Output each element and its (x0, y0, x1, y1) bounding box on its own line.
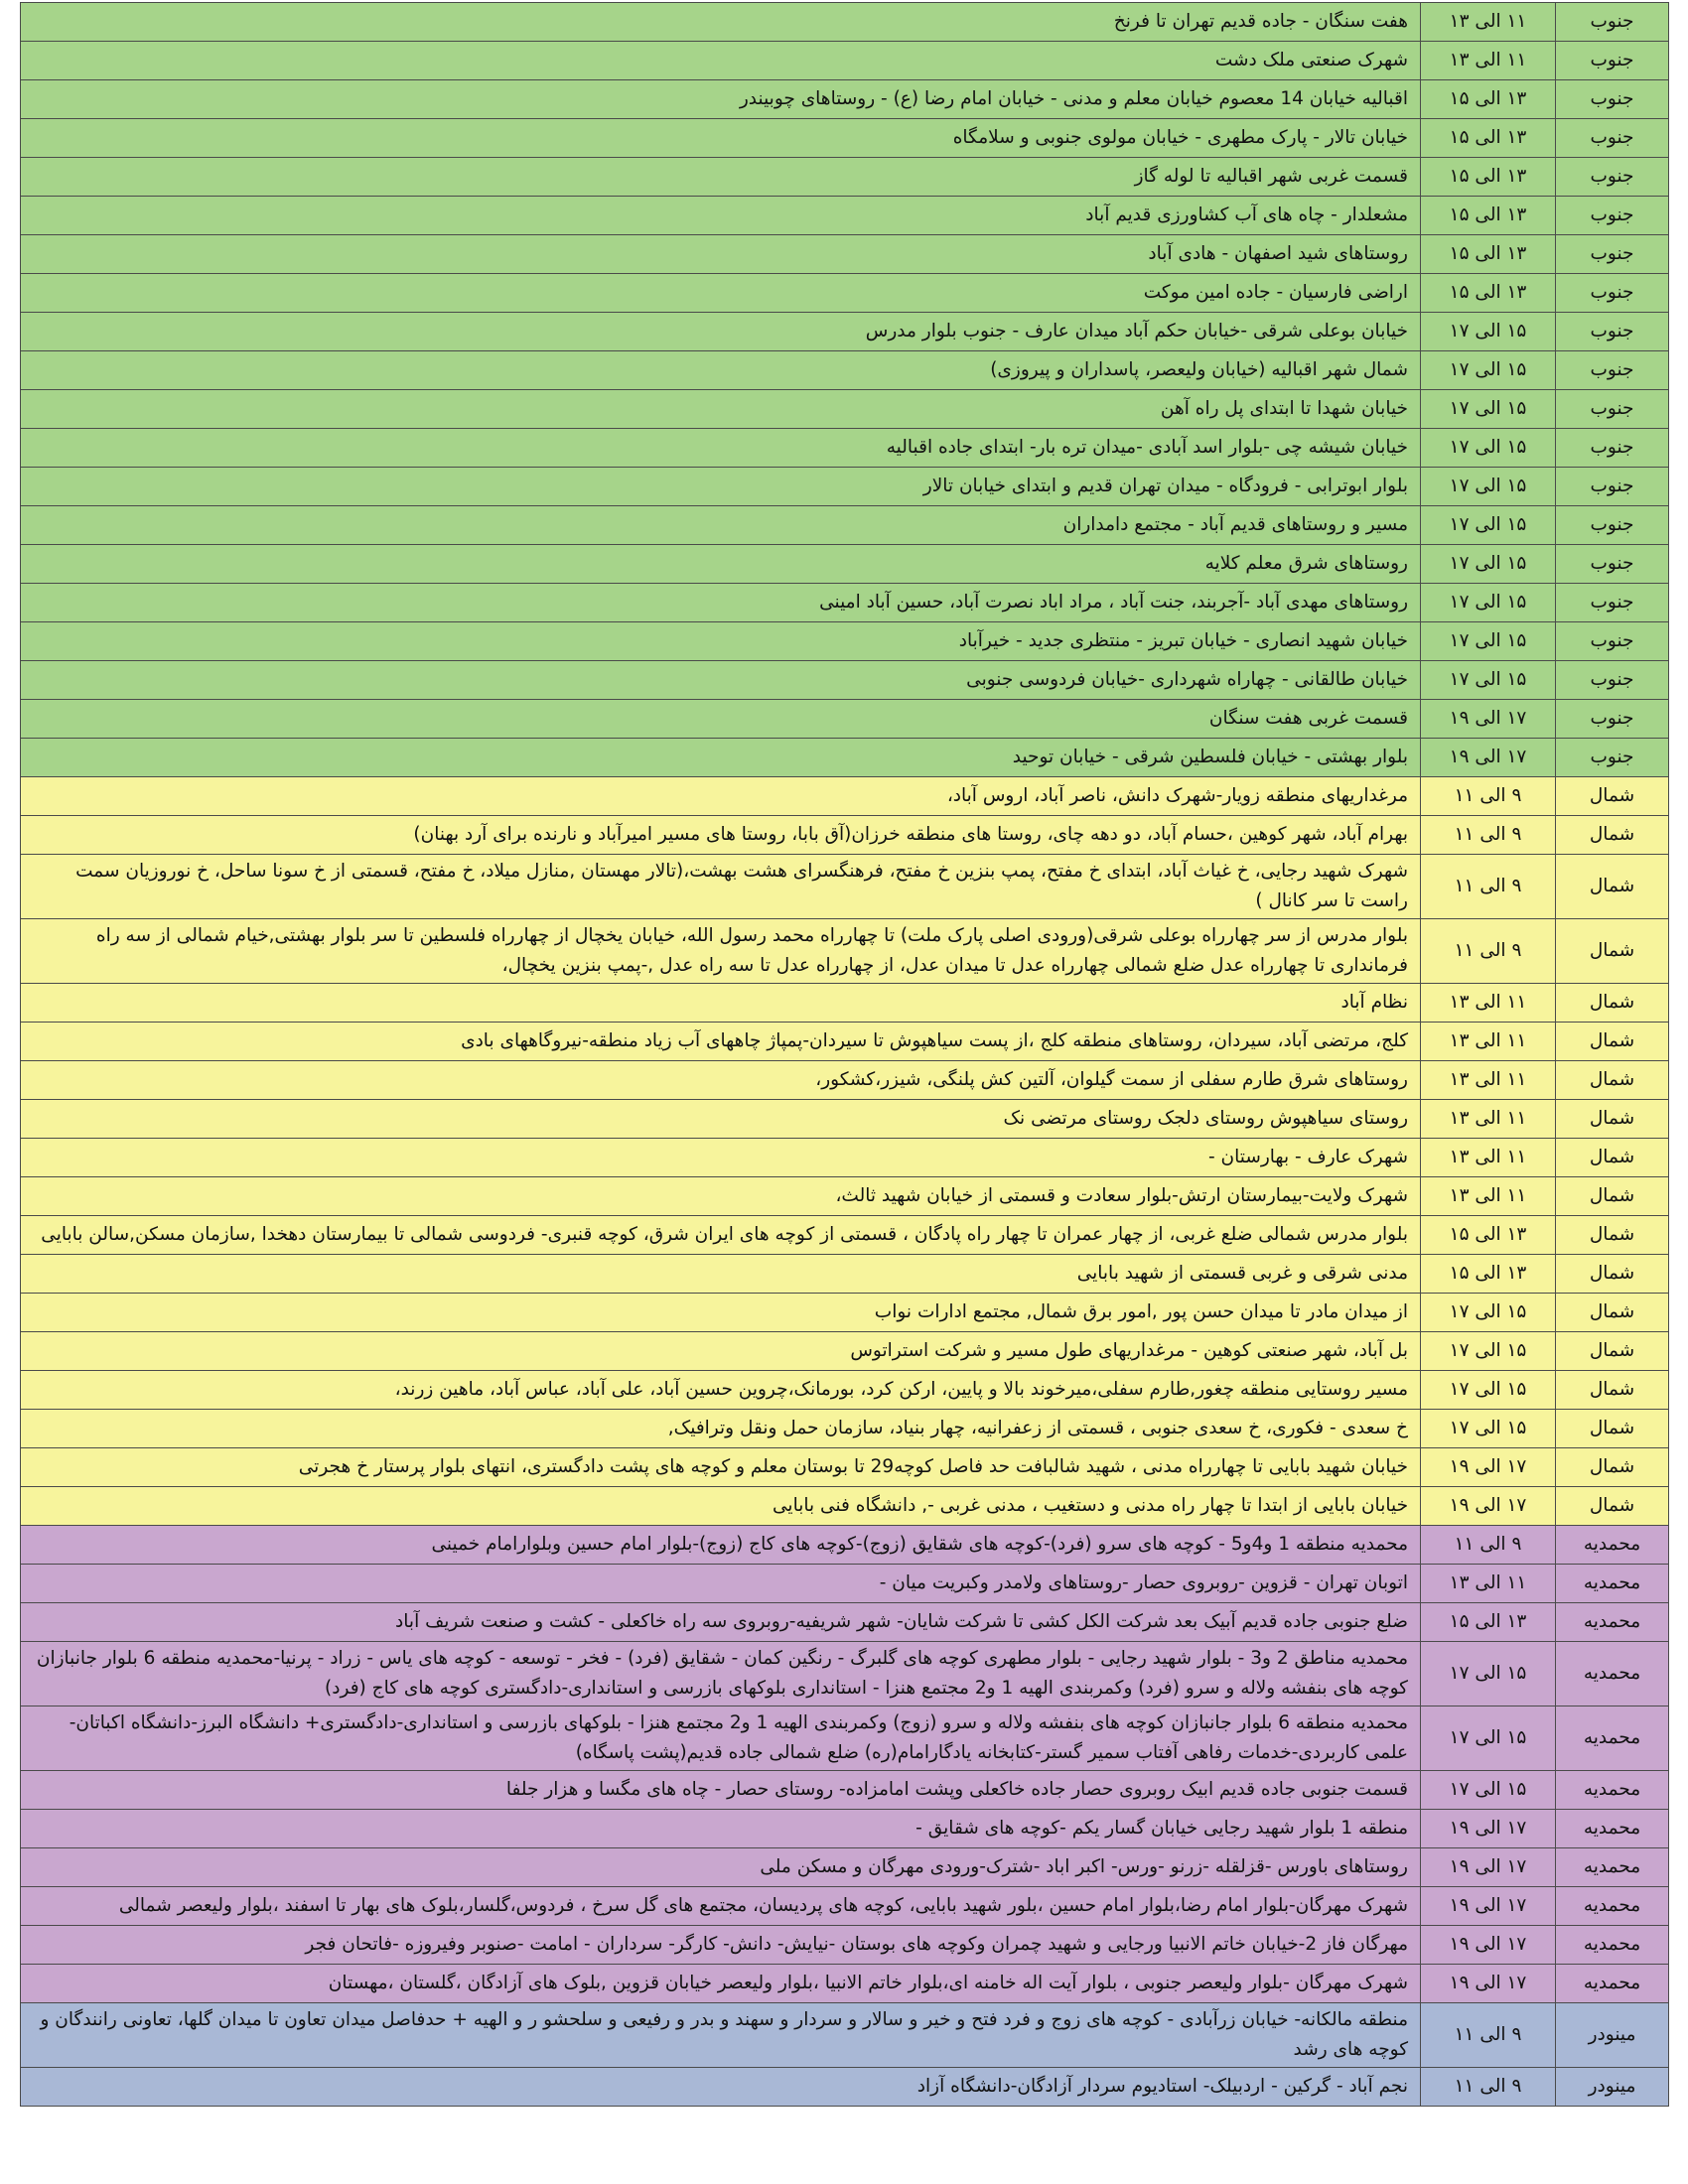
time-cell: ۱۳ الی ۱۵ (1421, 274, 1556, 313)
areas-cell: بلوار بهشتی - خیابان فلسطین شرقی - خیابان توحید (21, 739, 1421, 777)
table-row (21, 1255, 1669, 1294)
areas-cell: نجم آباد - گرکین - اردبیلک- استادیوم سردار آزادگان-دانشگاه آزاد (21, 2068, 1421, 2107)
region-cell: محمدیه (1556, 1565, 1669, 1603)
table-row (21, 1487, 1669, 1526)
region-cell: جنوب (1556, 119, 1669, 158)
time-cell: ۱۷ الی ۱۹ (1421, 1887, 1556, 1926)
time-cell: ۱۷ الی ۱۹ (1421, 1965, 1556, 2003)
areas-cell: روستاهای شید اصفهان - هادی آباد (21, 235, 1421, 274)
time-cell: ۱۳ الی ۱۵ (1421, 119, 1556, 158)
table-row (21, 1410, 1669, 1448)
table-row (21, 468, 1669, 506)
table-row (21, 622, 1669, 661)
time-cell: ۱۵ الی ۱۷ (1421, 545, 1556, 584)
region-cell: محمدیه (1556, 1810, 1669, 1848)
region-cell: شمال (1556, 1177, 1669, 1216)
region-cell: محمدیه (1556, 1526, 1669, 1565)
time-cell: ۱۱ الی ۱۳ (1421, 1139, 1556, 1177)
time-cell: ۱۵ الی ۱۷ (1421, 468, 1556, 506)
areas-cell: هفت سنگان - جاده قدیم تهران تا فرنخ (21, 3, 1421, 42)
region-cell: جنوب (1556, 158, 1669, 197)
table-row (21, 1887, 1669, 1926)
areas-cell: کلج، مرتضی آباد، سیردان، روستاهای منطقه کلج ،از پست سیاهپوش تا سیردان-پمپاژ چاههای آب زیاد منطقه-نیروگاههای بادی (21, 1023, 1421, 1061)
table-row (21, 1965, 1669, 2003)
table-row (21, 351, 1669, 390)
table-row (21, 816, 1669, 855)
areas-cell: خیابان بابایی از ابتدا تا چهار راه مدنی و دستغیب ، مدنی غربی -, دانشگاه فنی بابایی (21, 1487, 1421, 1526)
table-row (21, 506, 1669, 545)
region-cell: جنوب (1556, 622, 1669, 661)
table-row (21, 855, 1669, 919)
areas-cell: قسمت غربی شهر اقبالیه تا لوله گاز (21, 158, 1421, 197)
time-cell: ۱۵ الی ۱۷ (1421, 1771, 1556, 1810)
table-row (21, 2068, 1669, 2107)
region-cell: شمال (1556, 1332, 1669, 1371)
region-cell: شمال (1556, 816, 1669, 855)
table-row (21, 1371, 1669, 1410)
table-row (21, 1810, 1669, 1848)
table-row (21, 1526, 1669, 1565)
region-cell: محمدیه (1556, 1771, 1669, 1810)
areas-cell: روستای سیاهپوش روستای دلجک روستای مرتضی نک (21, 1100, 1421, 1139)
table-row (21, 313, 1669, 351)
time-cell: ۱۱ الی ۱۳ (1421, 3, 1556, 42)
areas-cell: قسمت غربی هفت سنگان (21, 700, 1421, 739)
areas-cell: مشعلدار - چاه های آب کشاورزی قدیم آباد (21, 197, 1421, 235)
table-row (21, 2003, 1669, 2068)
areas-cell: محمدیه منطقه 1 و4و5 - کوچه های سرو (فرد)-کوچه های شقایق (زوج)-کوچه های کاج (زوج)-بلوار امام حسین وبلوارامام خمینی (21, 1526, 1421, 1565)
areas-cell: قسمت جنوبی جاده قدیم ابیک روبروی حصار جاده خاکعلی وپشت امامزاده- روستای حصار - چاه های مگسا و هزار جلفا (21, 1771, 1421, 1810)
table-row (21, 1332, 1669, 1371)
outage-schedule-table (20, 2, 1669, 2107)
table-row (21, 158, 1669, 197)
region-cell: جنوب (1556, 197, 1669, 235)
areas-cell: محمدیه منطقه 6 بلوار جانبازان کوچه های بنفشه ولاله و سرو (زوج) وکمربندی الهیه 1 و2 مجتمع هنزا - بلوکهای بازرسی و استانداری-دادگستری+ دانشگاه البرز-دانشگاه اکباتان-علمی کاربردی-خدمات رفاهی آفتاب سمیر گستر-کتابخانه یادگارامام(ره) ضلع شمالی جاده قدیم(پشت پاسگاه) (21, 1706, 1421, 1771)
region-cell: جنوب (1556, 545, 1669, 584)
table-row (21, 197, 1669, 235)
time-cell: ۱۳ الی ۱۵ (1421, 1216, 1556, 1255)
time-cell: ۱۵ الی ۱۷ (1421, 1706, 1556, 1771)
time-cell: ۹ الی ۱۱ (1421, 2068, 1556, 2107)
areas-cell: اراضی فارسیان - جاده امین موکت (21, 274, 1421, 313)
areas-cell: شمال شهر اقبالیه (خیابان ولیعصر، پاسداران و پیروزی) (21, 351, 1421, 390)
region-cell: شمال (1556, 777, 1669, 816)
areas-cell: ضلع جنوبی جاده قدیم آبیک بعد شرکت الکل کشی تا شرکت شایان- شهر شریفیه-روبروی سه راه خاکعلی - کشت و صنعت شریف آباد (21, 1603, 1421, 1642)
region-cell: محمدیه (1556, 1706, 1669, 1771)
areas-cell: شهرک ولایت-بیمارستان ارتش-بلوار سعادت و قسمتی از خیابان شهید ثالث، (21, 1177, 1421, 1216)
region-cell: جنوب (1556, 3, 1669, 42)
areas-cell: خ سعدی - فکوری، خ سعدی جنوبی ، قسمتی از زعفرانیه، چهار بنیاد، سازمان حمل ونقل وترافیک, (21, 1410, 1421, 1448)
region-cell: جنوب (1556, 700, 1669, 739)
areas-cell: خیابان شهید بابایی تا چهارراه مدنی ، شهید شالبافت حد فاصل کوچه29 تا بوستان معلم و کوچه های پشت دادگستری، انتهای بلوار پرستار خ هجرتی (21, 1448, 1421, 1487)
table-row (21, 1848, 1669, 1887)
time-cell: ۱۵ الی ۱۷ (1421, 1332, 1556, 1371)
areas-cell: شهرک مهرگان -بلوار ولیعصر جنوبی ، بلوار آیت اله خامنه ای،بلوار خاتم الانبیا ،بلوار ولیعصر خیابان قزوین ,بلوک های آزادگان ،گلستان ،مهستان (21, 1965, 1421, 2003)
time-cell: ۱۷ الی ۱۹ (1421, 1487, 1556, 1526)
table-row (21, 3, 1669, 42)
region-cell: محمدیه (1556, 1887, 1669, 1926)
areas-cell: خیابان شیشه چی -بلوار اسد آبادی -میدان تره بار- ابتدای جاده اقبالیه (21, 429, 1421, 468)
time-cell: ۱۱ الی ۱۳ (1421, 1061, 1556, 1100)
table-row (21, 1061, 1669, 1100)
time-cell: ۱۷ الی ۱۹ (1421, 1448, 1556, 1487)
time-cell: ۱۱ الی ۱۳ (1421, 984, 1556, 1023)
table-row (21, 1023, 1669, 1061)
region-cell: جنوب (1556, 80, 1669, 119)
areas-cell: خیابان تالار - پارک مطهری - خیابان مولوی جنوبی و سلامگاه (21, 119, 1421, 158)
region-cell: شمال (1556, 1061, 1669, 1100)
table-row (21, 1100, 1669, 1139)
region-cell: جنوب (1556, 584, 1669, 622)
region-cell: جنوب (1556, 351, 1669, 390)
table-row (21, 1771, 1669, 1810)
areas-cell: شهرک شهید رجایی، خ غیاث آباد، ابتدای خ مفتح، پمپ بنزین خ مفتح، فرهنگسرای هشت بهشت،(تالار مهستان ,منازل میلاد، خ مفتح، قسمتی از خ سونا ساحل، خ نوروزیان سمت راست تا سر کانال ) (21, 855, 1421, 919)
region-cell: محمدیه (1556, 1926, 1669, 1965)
time-cell: ۱۷ الی ۱۹ (1421, 1848, 1556, 1887)
region-cell: جنوب (1556, 313, 1669, 351)
region-cell: شمال (1556, 1255, 1669, 1294)
areas-cell: خیابان شهید انصاری - خیابان تبریز - منتظری جدید - خیرآباد (21, 622, 1421, 661)
areas-cell: روستاهای مهدی آباد -آجربند، جنت آباد ، مراد اباد نصرت آباد، حسین آباد امینی (21, 584, 1421, 622)
time-cell: ۱۵ الی ۱۷ (1421, 584, 1556, 622)
areas-cell: مدنی شرقی و غربی قسمتی از شهید بابایی (21, 1255, 1421, 1294)
time-cell: ۹ الی ۱۱ (1421, 919, 1556, 984)
areas-cell: منطقه 1 بلوار شهید رجایی خیابان گسار یکم -کوچه های شقایق - (21, 1810, 1421, 1848)
time-cell: ۱۱ الی ۱۳ (1421, 1565, 1556, 1603)
table-row (21, 984, 1669, 1023)
region-cell: شمال (1556, 1139, 1669, 1177)
areas-cell: بلوار ابوترابی - فرودگاه - میدان تهران قدیم و ابتدای خیابان تالار (21, 468, 1421, 506)
region-cell: محمدیه (1556, 1603, 1669, 1642)
areas-cell: مهرگان فاز 2-خیابان خاتم الانبیا ورجایی و شهید چمران وکوچه های بوستان -نیایش- دانش- کارگر- سرداران - امامت -صنوبر وفیروزه -فاتحان فجر (21, 1926, 1421, 1965)
time-cell: ۱۳ الی ۱۵ (1421, 197, 1556, 235)
region-cell: مینودر (1556, 2003, 1669, 2068)
table-row (21, 80, 1669, 119)
region-cell: شمال (1556, 1410, 1669, 1448)
time-cell: ۱۳ الی ۱۵ (1421, 1255, 1556, 1294)
region-cell: جنوب (1556, 661, 1669, 700)
region-cell: شمال (1556, 1294, 1669, 1332)
table-row (21, 235, 1669, 274)
table-row (21, 1565, 1669, 1603)
table-row (21, 1642, 1669, 1706)
table-row (21, 584, 1669, 622)
region-cell: جنوب (1556, 235, 1669, 274)
region-cell: محمدیه (1556, 1642, 1669, 1706)
region-cell: جنوب (1556, 429, 1669, 468)
areas-cell: شهرک صنعتی ملک دشت (21, 42, 1421, 80)
table-row (21, 1177, 1669, 1216)
time-cell: ۱۷ الی ۱۹ (1421, 1926, 1556, 1965)
table-row (21, 274, 1669, 313)
region-cell: شمال (1556, 1216, 1669, 1255)
table-row (21, 429, 1669, 468)
table-row (21, 1139, 1669, 1177)
areas-cell: خیابان بوعلی شرقی -خیابان حکم آباد میدان عارف - جنوب بلوار مدرس (21, 313, 1421, 351)
table-row (21, 919, 1669, 984)
areas-cell: خیابان شهدا تا ابتدای پل راه آهن (21, 390, 1421, 429)
areas-cell: شهرک عارف - بهارستان - (21, 1139, 1421, 1177)
region-cell: جنوب (1556, 468, 1669, 506)
areas-cell: نظام آباد (21, 984, 1421, 1023)
time-cell: ۹ الی ۱۱ (1421, 777, 1556, 816)
time-cell: ۱۱ الی ۱۳ (1421, 42, 1556, 80)
table-row (21, 1603, 1669, 1642)
region-cell: جنوب (1556, 739, 1669, 777)
areas-cell: بهرام آباد، شهر کوهین ،حسام آباد، دو دهه چای، روستا های منطقه خرزان(آق بابا، روستا های مسیر امیرآباد و نارنده برای آرد بهنان) (21, 816, 1421, 855)
region-cell: شمال (1556, 919, 1669, 984)
time-cell: ۱۵ الی ۱۷ (1421, 351, 1556, 390)
table-row (21, 661, 1669, 700)
time-cell: ۱۷ الی ۱۹ (1421, 1810, 1556, 1848)
areas-cell: مرغداریهای منطقه زویار-شهرک دانش، ناصر آباد، اروس آباد، (21, 777, 1421, 816)
time-cell: ۱۳ الی ۱۵ (1421, 235, 1556, 274)
areas-cell: بل آباد، شهر صنعتی کوهین - مرغداریهای طول مسیر و شرکت استراتوس (21, 1332, 1421, 1371)
table-row (21, 700, 1669, 739)
table-row (21, 1706, 1669, 1771)
region-cell: شمال (1556, 1448, 1669, 1487)
table-row (21, 1216, 1669, 1255)
region-cell: شمال (1556, 1487, 1669, 1526)
time-cell: ۱۳ الی ۱۵ (1421, 1603, 1556, 1642)
time-cell: ۹ الی ۱۱ (1421, 2003, 1556, 2068)
time-cell: ۱۵ الی ۱۷ (1421, 661, 1556, 700)
region-cell: شمال (1556, 1100, 1669, 1139)
areas-cell: روستاهای باورس -قزلقله -زرنو -ورس- اکبر اباد -شترک-ورودی مهرگان و مسکن ملی (21, 1848, 1421, 1887)
table-row (21, 1448, 1669, 1487)
time-cell: ۱۵ الی ۱۷ (1421, 506, 1556, 545)
region-cell: شمال (1556, 1371, 1669, 1410)
areas-cell: روستاهای شرق معلم کلایه (21, 545, 1421, 584)
areas-cell: مسیر و روستاهای قدیم آباد - مجتمع دامداران (21, 506, 1421, 545)
region-cell: محمدیه (1556, 1965, 1669, 2003)
areas-cell: بلوار مدرس شمالی ضلع غربی، از چهار عمران تا چهار راه پادگان ، قسمتی از کوچه های ایران شرق، کوچه قنبری- فردوسی شمالی تا بیمارستان دهخدا ,سازمان مسکن,سالن بابایی (21, 1216, 1421, 1255)
areas-cell: منطقه مالکانه- خیابان زرآبادی - کوچه های زوج و فرد فتح و خیر و سالار و سردار و سهند و بدر و رفیعی و سلحشو ر و الهیه + حدفاصل میدان تعاون تا میدان گلها، تعاونی رانندگان و کوچه های رشد (21, 2003, 1421, 2068)
time-cell: ۱۵ الی ۱۷ (1421, 390, 1556, 429)
region-cell: شمال (1556, 984, 1669, 1023)
areas-cell: مسیر روستایی منطقه چغور,طارم سفلی،میرخوند بالا و پایین، ارکن کرد، بورمانک،چروین حسین آباد، علی آباد، عباس آباد، ماهین زرند، (21, 1371, 1421, 1410)
time-cell: ۱۱ الی ۱۳ (1421, 1023, 1556, 1061)
region-cell: جنوب (1556, 42, 1669, 80)
time-cell: ۱۱ الی ۱۳ (1421, 1100, 1556, 1139)
region-cell: جنوب (1556, 506, 1669, 545)
table-row (21, 545, 1669, 584)
region-cell: مینودر (1556, 2068, 1669, 2107)
time-cell: ۱۱ الی ۱۳ (1421, 1177, 1556, 1216)
areas-cell: روستاهای شرق طارم سفلی از سمت گیلوان، آلتین کش پلنگی، شیزر،کشکور، (21, 1061, 1421, 1100)
time-cell: ۱۷ الی ۱۹ (1421, 700, 1556, 739)
areas-cell: اتوبان تهران - قزوین -روبروی حصار -روستاهای ولامدر وکبریت میان - (21, 1565, 1421, 1603)
table-row (21, 42, 1669, 80)
time-cell: ۱۳ الی ۱۵ (1421, 80, 1556, 119)
schedule-body (21, 3, 1669, 2107)
region-cell: جنوب (1556, 274, 1669, 313)
areas-cell: اقبالیه خیابان 14 معصوم خیابان معلم و مدنی - خیابان امام رضا (ع) - روستاهای چوبیندر (21, 80, 1421, 119)
time-cell: ۱۵ الی ۱۷ (1421, 622, 1556, 661)
time-cell: ۱۵ الی ۱۷ (1421, 1642, 1556, 1706)
table-row (21, 739, 1669, 777)
time-cell: ۱۷ الی ۱۹ (1421, 739, 1556, 777)
table-row (21, 777, 1669, 816)
areas-cell: خیابان طالقانی - چهاراه شهرداری -خیابان فردوسی جنوبی (21, 661, 1421, 700)
table-row (21, 1926, 1669, 1965)
region-cell: شمال (1556, 1023, 1669, 1061)
table-row (21, 119, 1669, 158)
areas-cell: بلوار مدرس از سر چهارراه بوعلی شرقی(ورودی اصلی پارک ملت) تا چهارراه محمد رسول الله، خیابان یخچال از چهارراه فلسطین تا سر بلوار بهشتی,خیام شمالی از سه راه فرمانداری تا چهارراه عدل ضلع شمالی چهارراه عدل تا میدان عدل، از چهارراه عدل تا سه راه عدل ,-پمپ بنزین یخچال، (21, 919, 1421, 984)
time-cell: ۱۵ الی ۱۷ (1421, 1294, 1556, 1332)
time-cell: ۹ الی ۱۱ (1421, 855, 1556, 919)
time-cell: ۱۵ الی ۱۷ (1421, 1371, 1556, 1410)
time-cell: ۱۵ الی ۱۷ (1421, 313, 1556, 351)
areas-cell: محمدیه مناطق 2 و3 - بلوار شهید رجایی - بلوار مطهری کوچه های گلبرگ - رنگین کمان - شقایق (فرد) - فخر - توسعه - کوچه های یاس - زراد - پرنیا-محمدیه منطقه 6 بلوار جانبازان کوچه های بنفشه ولاله و سرو (فرد) وکمربندی الهیه 1 و2 مجتمع هنزا - استانداری بلوکهای بازرسی و استانداری-دادگستری کوچه های کاج (فرد) (21, 1642, 1421, 1706)
time-cell: ۱۵ الی ۱۷ (1421, 1410, 1556, 1448)
time-cell: ۱۳ الی ۱۵ (1421, 158, 1556, 197)
areas-cell: شهرک مهرگان-بلوار امام رضا،بلوار امام حسین ،بلور شهید بابایی، کوچه های پردیسان، مجتمع های گل سرخ ، فردوس،گلسار،بلوک های بهار تا اسفند ،بلوار ولیعصر شمالی (21, 1887, 1421, 1926)
time-cell: ۹ الی ۱۱ (1421, 1526, 1556, 1565)
table-row (21, 1294, 1669, 1332)
time-cell: ۹ الی ۱۱ (1421, 816, 1556, 855)
areas-cell: از میدان مادر تا میدان حسن پور ,امور برق شمال, مجتمع ادارات نواب (21, 1294, 1421, 1332)
region-cell: محمدیه (1556, 1848, 1669, 1887)
region-cell: جنوب (1556, 390, 1669, 429)
region-cell: شمال (1556, 855, 1669, 919)
time-cell: ۱۵ الی ۱۷ (1421, 429, 1556, 468)
table-row (21, 390, 1669, 429)
